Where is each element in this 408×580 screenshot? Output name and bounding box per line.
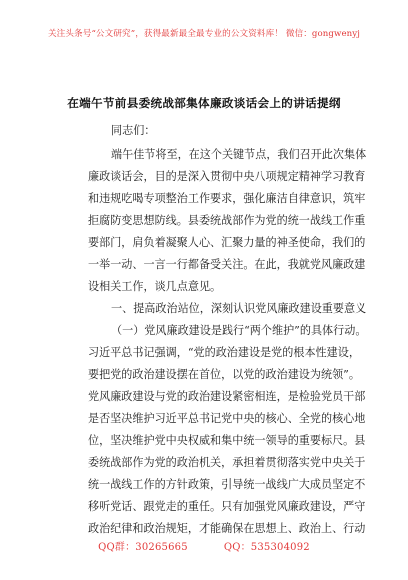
body-line: 设相关工作，谈几点意见。	[88, 280, 222, 293]
section-heading: 一、提高政治站位，深刻认识党风廉政建设重要意义	[111, 302, 367, 315]
subsection-heading: （一）党风廉政建设是践行“两个维护”的具体行动。	[111, 324, 367, 337]
body-line: 是否坚决维护习近平总书记党中央的核心、全党的核心地	[88, 412, 366, 425]
body-line: 统一战线工作的方针政策，引导统一战线广大成员坚定不	[88, 478, 366, 491]
footer-qq: QQ：535304092	[223, 542, 310, 553]
footer-qq-group: QQ群：30265665	[98, 542, 188, 553]
document-title: 在端午节前县委统战部集体廉政谈话会上的讲话提纲	[67, 96, 341, 110]
body-line: 移听党话、跟党走的重任。只有加强党风廉政建设，严守	[88, 500, 366, 513]
body-line: 和违规吃喝专项整治工作要求，强化廉洁自律意识，筑牢	[88, 192, 366, 205]
body-line: 要把党的政治建设摆在首位，以党的政治建设为统领”。	[88, 368, 360, 381]
footer-contact	[0, 538, 408, 553]
body-line: 习近平总书记强调，“党的政治建设是党的根本性建设，	[88, 346, 360, 359]
body-line: 位，坚决维护党中央权威和集中统一领导的重要标尺。县	[88, 434, 366, 447]
body-line: 党风廉政建设与党的政治建设紧密相连，是检验党员干部	[88, 390, 366, 403]
body-line: 一举一动、一言一行都备受关注。在此，我就党风廉政建	[88, 258, 366, 271]
body-line: 廉政谈话会，目的是深入贯彻中央八项规定精神学习教育	[88, 170, 366, 183]
body-line: 政治纪律和政治规矩，才能确保在思想上、政治上、行动	[88, 522, 366, 535]
salutation: 同志们：	[111, 124, 156, 137]
body-line: 要部门，肩负着凝聚人心、汇聚力量的神圣使命，我们的	[88, 236, 366, 249]
body-line: 端午佳节将至，在这个关键节点，我们召开此次集体	[111, 148, 367, 161]
body-line: 拒腐防变思想防线。县委统战部作为党的统一战线工作重	[88, 214, 366, 227]
body-line: 委统战部作为党的政治机关，承担着贯彻落实党中央关于	[88, 456, 366, 469]
header-banner: 关注头条号“公文研究”，获得最新最全最专业的公文资料库！ 微信：gongwenyj	[47, 29, 361, 39]
